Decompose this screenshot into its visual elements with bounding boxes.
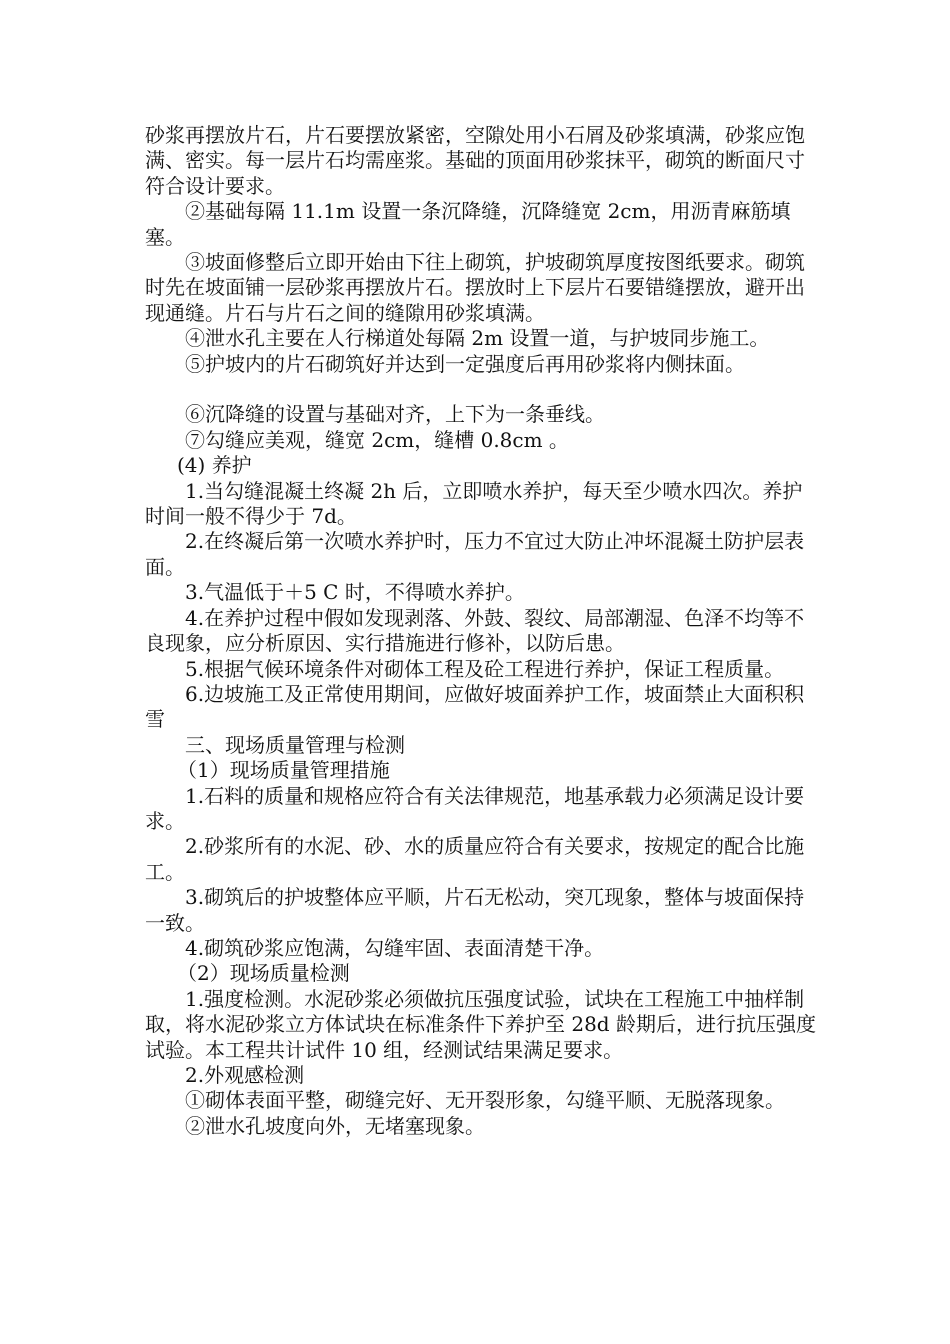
paragraph-gap: [145, 377, 817, 402]
paragraph-curing-2: 2.在终凝后第一次喷水养护时，压力不宜过大防止冲坏混凝土防护层表面。: [145, 529, 805, 579]
paragraph-pointing: ⑦勾缝应美观，缝宽 2cm，缝槽 0.8cm 。: [185, 427, 569, 452]
paragraph-curing-6: 6.边坡施工及正常使用期间，应做好坡面养护工作，坡面禁止大面积积雪: [145, 681, 805, 732]
paragraph-appearance-2: ②泄水孔坡度向外，无堵塞现象。: [185, 1113, 485, 1138]
paragraph-inspection-appearance: 2.外观感检测: [185, 1063, 305, 1088]
paragraph-inspection-strength: 1.强度检测。水泥砂浆必须做抗压强度试验，试块在工程施工中抽样制取，将水泥砂浆立方体试块在标准条件下养护至 28d 龄期后，进行抗压强度试验。本工程共计试件 10 组，经测试结果满足要求。: [145, 986, 816, 1062]
section-heading-quality: 三、现场质量管理与检测: [185, 732, 405, 757]
paragraph-curing-1: 1.当勾缝混凝土终凝 2h 后，立即喷水养护，每天至少喷水四次。养护时间一般不得少于 7d。: [145, 478, 803, 529]
subsection-heading-inspection: （2）现场质量检测: [177, 961, 350, 986]
paragraph-curing-4: 4.在养护过程中假如发现剥落、外鼓、裂纹、局部潮湿、色泽不均等不良现象，应分析原因、实行措施进行修补，以防后患。: [145, 605, 805, 656]
section-heading-curing: (4) 养护: [177, 453, 252, 478]
paragraph-management-2: 2.砂浆所有的水泥、砂、水的质量应符合有关要求，按规定的配合比施工。: [145, 834, 805, 884]
paragraph-drain-hole: ④泄水孔主要在人行梯道处每隔 2m 设置一道，与护坡同步施工。: [185, 326, 770, 351]
paragraph-management-3: 3.砌筑后的护坡整体应平顺，片石无松动，突兀现象，整体与坡面保持一致。: [145, 885, 805, 935]
paragraph-curing-3: 3.气温低于＋5 C 时，不得喷水养护。: [185, 580, 525, 605]
paragraph-joint-alignment: ⑥沉降缝的设置与基础对齐，上下为一条垂线。: [185, 402, 605, 427]
paragraph-settlement-joint: ②基础每隔 11.1m 设置一条沉降缝，沉降缝宽 2cm，用沥青麻筋填塞。: [145, 199, 791, 249]
subsection-heading-management: （1）现场质量管理措施: [177, 758, 390, 783]
paragraph-curing-5: 5.根据气候环境条件对砌体工程及砼工程进行养护，保证工程质量。: [185, 656, 785, 681]
document-page: [145, 123, 817, 1139]
paragraph-slope-masonry: ③坡面修整后立即开始由下往上砌筑，护坡砌筑厚度按图纸要求。砌筑时先在坡面铺一层砂浆再摆放片石。摆放时上下层片石要错缝摆放，避开出现通缝。片石与片石之间的缝隙用砂浆填满。: [145, 250, 805, 325]
paragraph-plastering: ⑤护坡内的片石砌筑好并达到一定强度后再用砂浆将内侧抹面。: [185, 351, 745, 376]
paragraph-management-4: 4.砌筑砂浆应饱满，勾缝牢固、表面清楚干净。: [185, 935, 605, 960]
paragraph-appearance-1: ①砌体表面平整，砌缝完好、无开裂形象，勾缝平顺、无脱落现象。: [185, 1088, 785, 1113]
paragraph-management-1: 1.石料的质量和规格应符合有关法律规范，地基承载力必须满足设计要求。: [145, 783, 805, 833]
paragraph-masonry-method: 砂浆再摆放片石，片石要摆放紧密，空隙处用小石屑及砂浆填满，砂浆应饱满、密实。每一层片石均需座浆。基础的顶面用砂浆抹平，砌筑的断面尺寸符合设计要求。: [145, 123, 805, 198]
